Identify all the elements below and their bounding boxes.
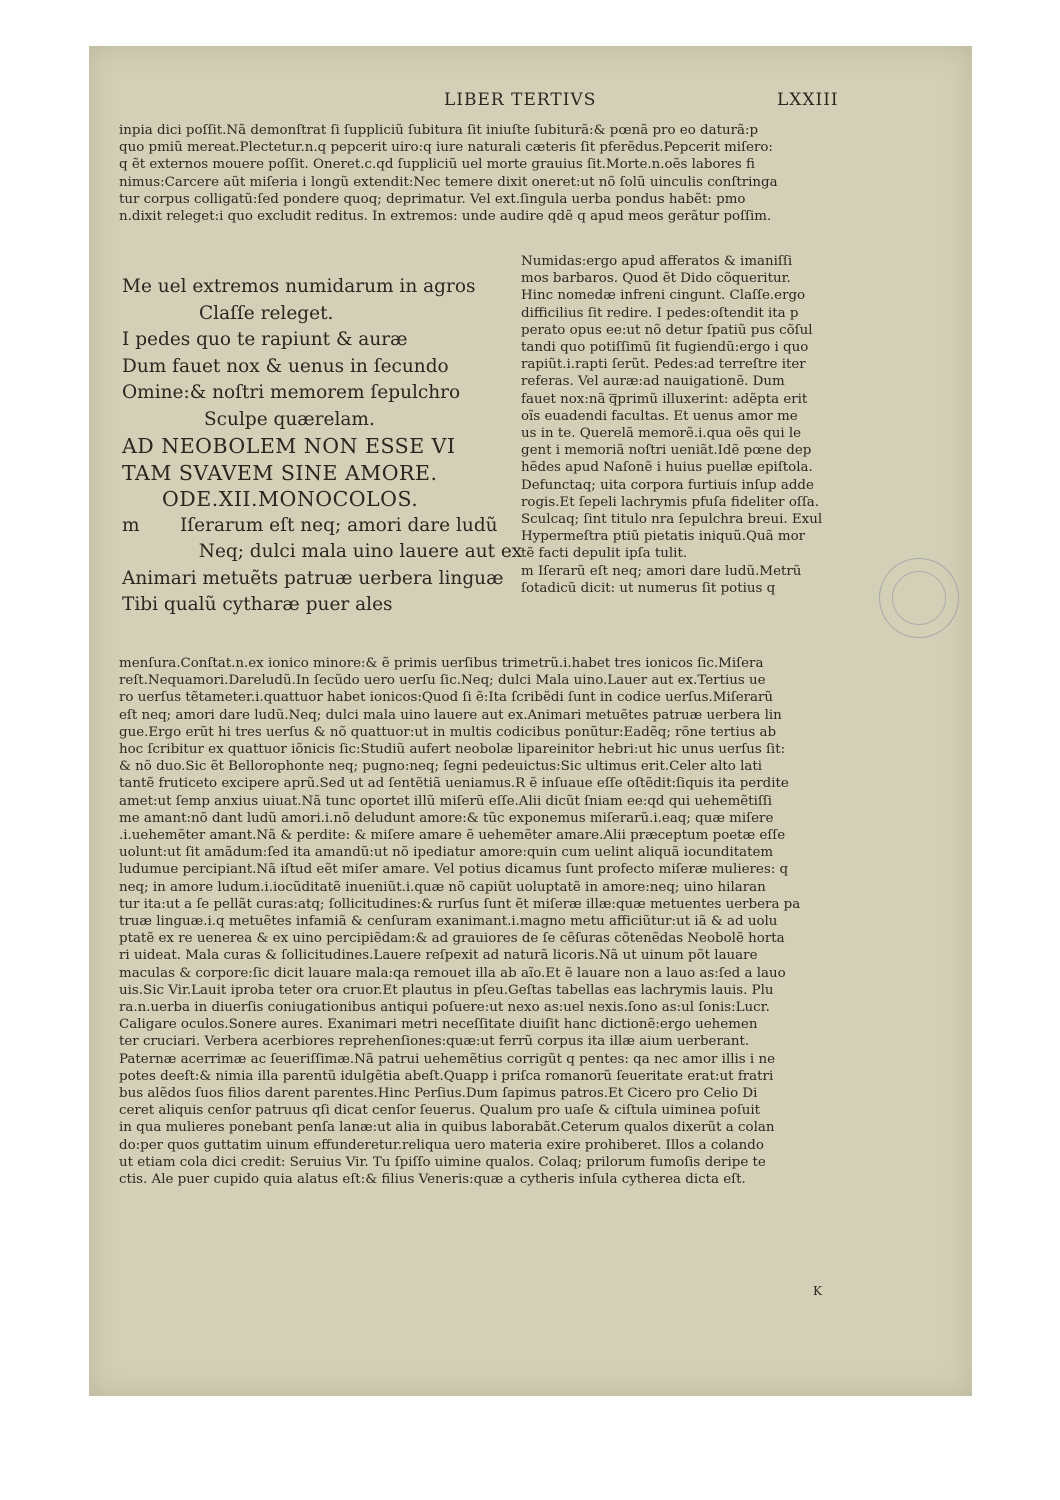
text-line: reſt.Nequamori.Dareludũ.In ſecũdo uero uerſu ſic.Neq; dulci Mala uino.Lauer aut ex.Tertius ue	[119, 673, 766, 689]
text-line: ctis. Ale puer cupido quia alatus eſt:& filius Veneris:quæ a cytheris inſula cytherea dicta eſt.	[119, 1172, 746, 1188]
ode-heading: TAM SVAVEM SINE AMORE.	[122, 460, 438, 485]
verse-line: Neq; dulci mala uino lauere aut ex	[198, 541, 523, 562]
text-line: rogis.Et ſepeli lachrymis pfuſa fideliter oſſa.	[521, 494, 820, 510]
text-line: & nõ duo.Sic ẽt Bellorophonte neq; pugno:neq; ſegni pedeuictus:Sic ultimus erit.Celer alto lati	[119, 759, 763, 775]
text-line: ludumue percipiant.Nã iſtud eẽt miſer amare. Vel potius dicamus ſunt profecto miſeræ mulieres: q	[119, 862, 789, 878]
commentary-top	[119, 122, 778, 225]
text-line: truæ linguæ.i.q metuẽtes infamiã & cenſuram exanimant.i.magno metu afficiũtur:ut iã & ad uolu	[119, 914, 778, 930]
text-line: tantẽ fruticeto excipere aprũ.Sed ut ad ſentẽtiã ueniamus.R ẽ inſuaue eſſe oſtẽdit:ſiquis ita perdite	[119, 776, 789, 792]
folio-number: LXXIII	[777, 90, 839, 110]
text-line: gent i memoriã noſtri ueniãt.Idẽ pœne dep	[521, 443, 812, 459]
verse-line: Dum fauet nox & uenus in ſecundo	[122, 355, 449, 377]
text-line: us in te. Querelã memorẽ.i.qua oẽs qui le	[521, 426, 802, 442]
text-line: fauet nox:nã ͞qprimũ illuxerint: adẽpta erit	[521, 391, 808, 407]
commentary-right	[521, 253, 822, 597]
text-line: hẽdes apud Naſonẽ i huius puellæ epiſtola.	[521, 460, 813, 476]
library-stamp	[879, 558, 959, 638]
verse-line: Omine:& noſtri memorem ſepulchro	[122, 382, 461, 403]
text-line: ra.n.uerba in diuerſis coniugationibus antiqui poſuere:ut nexo as:uel nexis.ſono as:ul ſonis:Lucr.	[119, 1000, 770, 1016]
ode-heading: ODE.XII.MONOCOLOS.	[162, 487, 419, 511]
text-line: tur ita:ut a ſe pellãt curas:atq; ſollicitudines:& rurſus ſunt ẽt miſeræ illæ:quæ metuentes uerbera pa	[119, 896, 801, 912]
verse-line: Sculpe quærelam.	[204, 408, 375, 430]
text-line: Defunctaq; uita corpora furtiuis inſup adde	[521, 477, 814, 493]
text-line: perato opus ee:ut nõ detur ſpatiũ pus cõſul	[521, 322, 813, 338]
book-page	[89, 46, 972, 1396]
text-line: ri uideat. Mala curas & ſollicitudines.Lauere reſpexit ad naturã licoris.Nã ut uinum põt lauare	[119, 948, 758, 964]
text-line: ut etiam cola dici credit: Seruius Vir. Tu ſpiſſo uimine qualos. Colaq; prilorum fumoſis deripe te	[119, 1154, 766, 1170]
text-line: menſura.Conſtat.n.ex ionico minore:& ẽ primis uerſibus trimetrũ.i.habet tres ionicos ſic.Miſera	[119, 656, 764, 671]
text-line: q ẽt externos mouere poſſit. Oneret.c.qd ſuppliciũ uel morte grauius ſit.Morte.n.oẽs labores fi	[119, 157, 755, 173]
initial-guide-letter: m	[122, 514, 140, 536]
text-line: tur corpus colligatũ:ſed pondere quoq; deprimatur. Vel ext.ſingula uerba pondus habẽt: pmo	[119, 191, 746, 207]
text-line: Sculcaq; ſint titulo nra ſepulchra breui. Exul	[521, 512, 823, 528]
text-line: ter cruciari. Verbera acerbiores reprehenſiones:quæ:ut ferrũ corpus ita illæ aium uerberant.	[119, 1034, 750, 1050]
verse-line: Claſſe releget.	[199, 302, 334, 324]
text-line: Hypermeſtra ptiũ pietatis iniquũ.Quã mor	[521, 529, 806, 545]
commentary-bottom	[119, 655, 800, 1188]
text-line: tandi quo potiſſimũ ſit fugiendũ:ergo i quo	[521, 340, 809, 356]
text-line: .i.uehemẽter amant.Nã & perdite: & miſere amare ẽ uehemẽter amare.Alii præceptum poetæ eſſe	[119, 828, 786, 844]
text-line: neq; in amore ludum.i.iocũditatẽ inueniũt.i.quæ nõ capiũt uoluptatẽ in amore:neq; uino hilaran	[119, 879, 766, 895]
text-line: referas. Vel auræ:ad nauigationẽ. Dum	[521, 374, 785, 390]
text-line: ceret aliquis cenſor patruus qſi dicat cenſor ſeuerus. Qualum pro uaſe & ciſtula uiminea poſuit	[119, 1103, 761, 1119]
text-line: in qua mulieres ponebant penſa lanæ:ut alia in quibus laborabãt.Ceterum qualos dixerũt a colan	[119, 1120, 775, 1136]
ode-heading: AD NEOBOLEM NON ESSE VI	[122, 434, 456, 458]
text-line: ro uerſus tẽtameter.i.quattuor habet ionicos:Quod ſi ẽ:Ita ſcribẽdi ſunt in codice uerſus.Miſerarũ	[119, 690, 774, 706]
verse-block	[122, 274, 523, 619]
text-line: Hinc nomedæ infreni cingunt. Claſſe.ergo	[521, 288, 806, 304]
verse-line	[122, 513, 523, 540]
text-line: gue.Ergo erũt hi tres uerſus & nõ quattuor:ut in multis codicibus ponũtur:Eadẽq; rõne tertius ab	[119, 724, 777, 740]
text-line: ptatẽ ex re uenerea & ex uino percipiẽdam:& ad grauiores de ſe cẽſuras cõtenẽdas Neobolẽ horta	[119, 931, 785, 947]
text-line: Caligare oculos.Sonere aures. Exanimari metri neceſſitate diuiſit hanc dictionẽ:ergo uehemen	[119, 1017, 758, 1033]
text-line: n.dixit releget:i quo excludit reditus. In extremos: unde audire qdẽ q apud meos gerãtur poſſim.	[119, 209, 772, 225]
text-line: tẽ facti depulit ipſa tulit.	[521, 546, 688, 562]
text-line: hoc ſcribitur ex quattuor iõnicis ſic:Studiũ aufert neobolæ lipareinitor hebri:ut hic unus uerſus ſit:	[119, 742, 786, 758]
text-line: uolunt:ut ſit amãdum:ſed ita amandũ:ut nõ ipediatur amore:quin cum uelint aliquã iocunditatem	[119, 845, 774, 861]
text-line: quo pmiũ mereat.Plectetur.n.q pepcerit uiro:q iure naturali cæteris ſit pferẽdus.Pepcerit miſero:	[119, 140, 773, 156]
text-line: eſt neq; amori dare ludũ.Neq; dulci mala uino lauere aut ex.Animari metuẽtes patruæ uerbera lin	[119, 707, 782, 723]
signature-mark: K	[813, 1284, 822, 1298]
text-line: m Iſerarũ eſt neq; amori dare ludũ.Metrũ	[521, 563, 802, 579]
verse-line-text: Iſerarum eſt neq; amori dare ludũ	[180, 514, 498, 536]
text-line: Numidas:ergo apud afferatos & imaniſſi	[521, 254, 793, 269]
text-line: difficilius ſit redire. I pedes:oſtendit ita p	[521, 305, 799, 321]
text-line: me amant:nõ dant ludũ amori.i.nõ deludunt amore:& tũc exponemus miſerarũ.i.eaq; quæ miſere	[119, 810, 774, 826]
text-line: maculas & corpore:ſic dicit lauare mala:qa remouet illa ab aĩo.Et ẽ lauare non a lauo as:ſed a lauo	[119, 965, 786, 981]
text-line: nimus:Carcere aũt miſeria i longũ extendit:Nec temere dixit oneret:ut nõ ſolũ uinculis conſtringa	[119, 174, 778, 190]
verse-line: Tibi qualũ cytharæ puer ales	[122, 594, 393, 615]
text-line: potes deeſt:& nimia illa parentũ idulgẽtia abeſt.Quapp i priſca romanorũ ſeueritate erat:ut fratri	[119, 1068, 774, 1084]
text-line: mos barbaros. Quod ẽt Dido cõqueritur.	[521, 271, 791, 287]
verse-line: I pedes quo te rapiunt & auræ	[122, 329, 408, 350]
running-head-title: LIBER TERTIVS	[444, 90, 597, 110]
text-line: amet:ut ſemp anxius uiuat.Nã tunc oportet illũ miſerũ eſſe.Alii dicũt ſniam ee:qd qui uehemẽtiſſi	[119, 793, 773, 809]
verse-line: Animari metuẽts patruæ uerbera linguæ	[122, 567, 504, 589]
text-line: ſotadicũ dicit: ut numerus ſit potius q	[521, 580, 776, 596]
text-line: oĩs euadendi facultas. Et uenus amor me	[521, 408, 798, 424]
text-line: do:per quos guttatim uinum effunderetur.reliqua uero materia exire prohiberet. Illos a colando	[119, 1137, 764, 1153]
text-line: bus alẽdos ſuos filios darent parentes.Hinc Perſius.Dum ſapimus patros.Et Cicero pro Celio Di	[119, 1086, 758, 1102]
text-line: rapiũt.i.rapti ſerũt. Pedes:ad terreſtre iter	[521, 357, 806, 373]
text-line: Paternæ acerrimæ ac ſeueriſſimæ.Nã patrui uehemẽtius corrigũt q pentes: qa nec amor illis i ne	[119, 1051, 776, 1067]
text-line: inpia dici poſſit.Nã demonſtrat ſi ſuppliciũ ſubitura ſit iniuſte ſubiturã:& pœnã pro eo daturã:p	[119, 123, 759, 138]
verse-line: Me uel extremos numidarum in agros	[122, 276, 476, 297]
text-line: uis.Sic Vir.Lauit iproba teter ora cruor.Et plautus in pſeu.Geſtas tabellas eas lachrymis lauis. Plu	[119, 982, 774, 998]
